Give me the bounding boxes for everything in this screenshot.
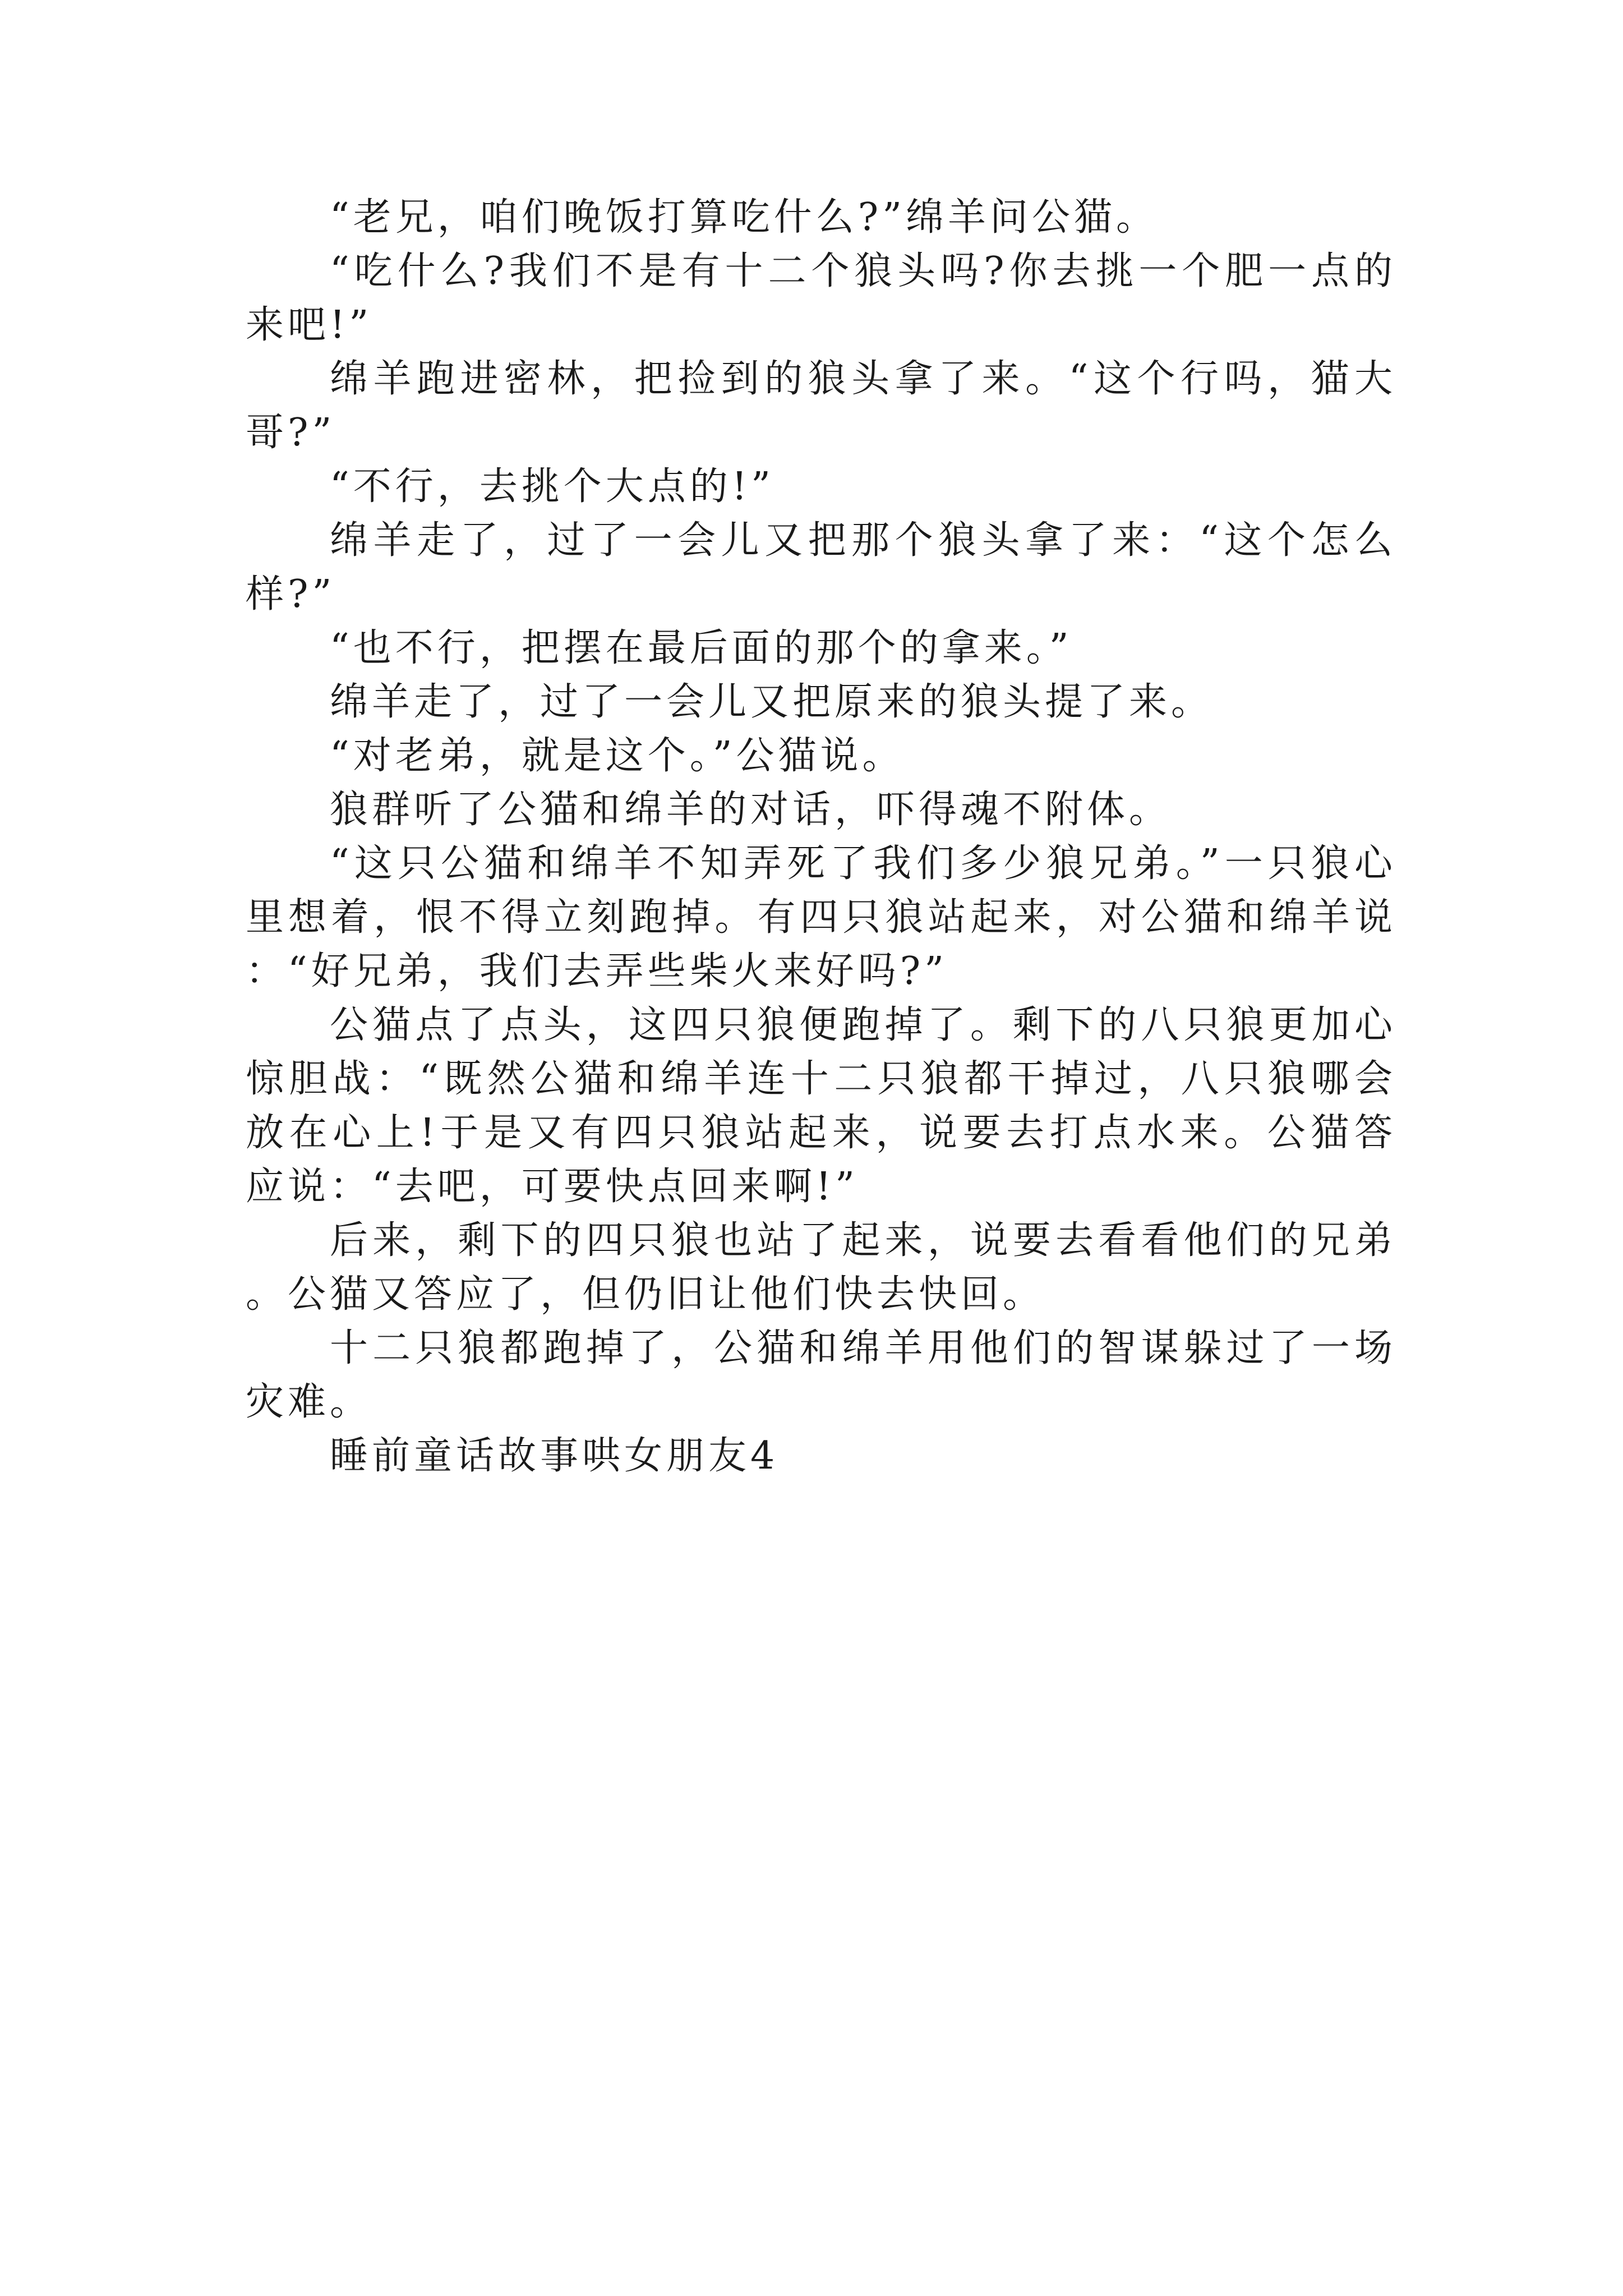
paragraph: 狼群听了公猫和绵羊的对话，吓得魂不附体。	[330, 788, 1172, 832]
paragraph: 绵羊走了，过了一会儿又把那个狼头拿了来：“这个怎么样?”	[246, 518, 1396, 616]
paragraph: 后来，剩下的四只狼也站了起来，说要去看看他们的兄弟。公猫又答应了，但仍旧让他们快去快回。	[246, 1218, 1396, 1317]
paragraph: “吃什么?我们不是有十二个狼头吗?你去挑一个肥一点的来吧!”	[246, 249, 1396, 347]
paragraph: 公猫点了点头，这四只狼便跑掉了。剩下的八只狼更加心惊胆战：“既然公猫和绵羊连十二只狼都干掉过，八只狼哪会放在心上!于是又有四只狼站起来，说要去打点水来。公猫答应说：“去吧，可要快点回来啊!”	[246, 1003, 1396, 1209]
paragraph: “对老弟，就是这个。”公猫说。	[330, 734, 905, 778]
paragraph: “也不行，把摆在最后面的那个的拿来。”	[330, 626, 1073, 670]
paragraph: 绵羊跑进密林，把捡到的狼头拿了来。“这个行吗，猫大哥?”	[246, 357, 1396, 455]
section-heading: 睡前童话故事哄女朋友4	[330, 1434, 779, 1478]
document-body	[246, 191, 1396, 1483]
paragraph: “这只公猫和绵羊不知弄死了我们多少狼兄弟。”一只狼心里想着，恨不得立刻跑掉。有四只狼站起来，对公猫和绵羊说：“好兄弟，我们去弄些柴火来好吗?”	[246, 841, 1396, 993]
paragraph: “不行，去挑个大点的!”	[330, 464, 774, 509]
paragraph: 绵羊走了，过了一会儿又把原来的狼头提了来。	[330, 680, 1214, 724]
paragraph: “老兄，咱们晚饭打算吃什么?”绵羊问公猫。	[330, 195, 1158, 240]
paragraph: 十二只狼都跑掉了，公猫和绵羊用他们的智谋躲过了一场灾难。	[246, 1326, 1396, 1424]
